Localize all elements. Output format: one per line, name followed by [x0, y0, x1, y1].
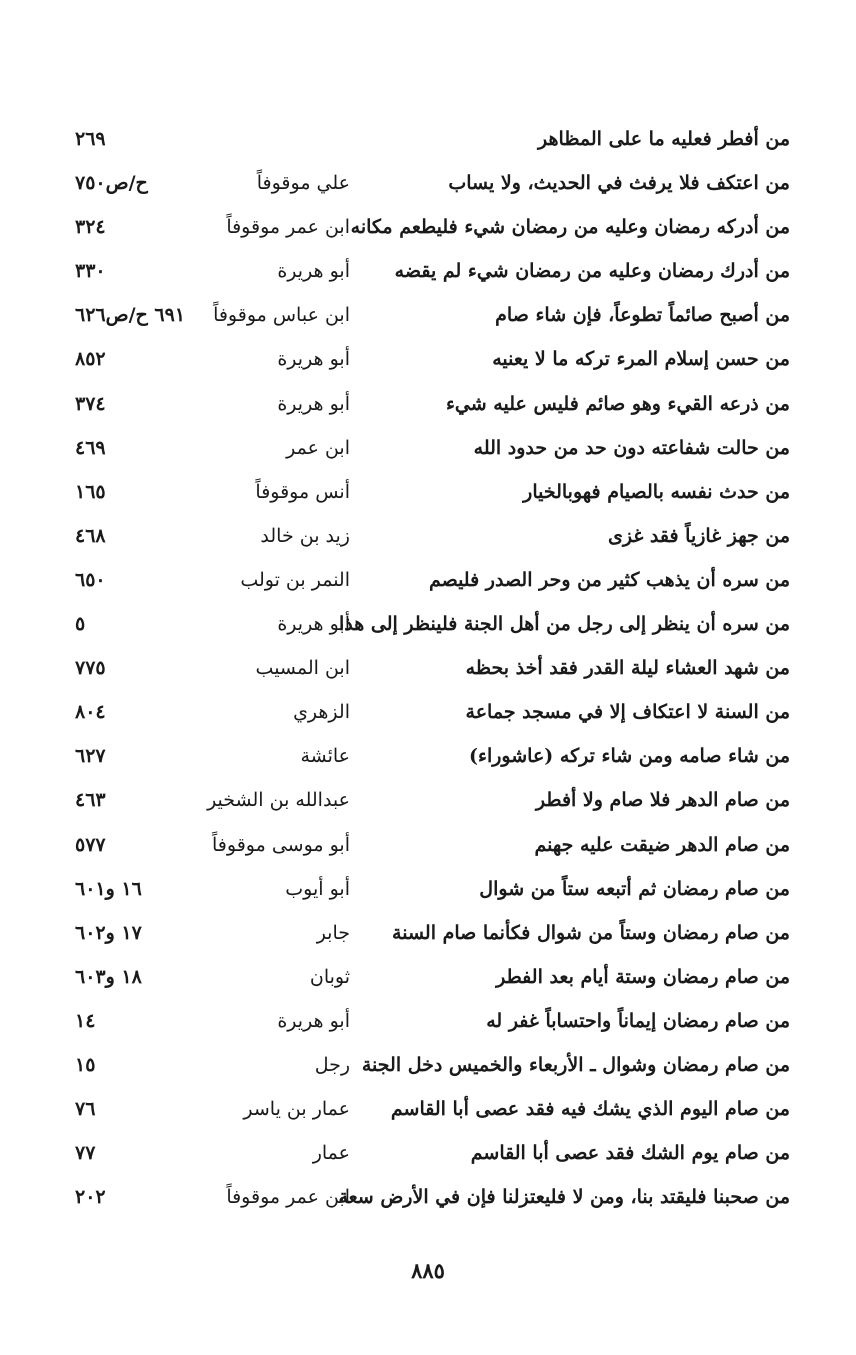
index-entry — [60, 914, 790, 958]
reference-number: ٨٥٢ — [75, 348, 106, 371]
narrator: ابن عباس موقوفاً — [213, 304, 350, 327]
narrator: أبو موسى موقوفاً — [212, 833, 350, 856]
index-entry — [60, 781, 790, 825]
narrator: ابن عمر موقوفاً — [226, 216, 350, 239]
index-entry — [60, 517, 790, 561]
reference-number: ٢٠٢ — [75, 1186, 106, 1209]
reference-number: ١٦ و٦٠١ — [75, 877, 142, 900]
hadith-text: من صام رمضان وشوال ـ الأربعاء والخميس دخل الجنة — [361, 1053, 790, 1076]
index-entry — [60, 120, 790, 164]
index-entry — [60, 1134, 790, 1178]
narrator: أبو هريرة — [277, 260, 350, 283]
hadith-text: من صام رمضان ثم أتبعه ستاً من شوال — [479, 877, 790, 900]
index-entry — [60, 870, 790, 914]
index-entry — [60, 826, 790, 870]
index-entry — [60, 561, 790, 605]
hadith-text: من صام رمضان وستة أيام بعد الفطر — [496, 965, 790, 988]
reference-number: ٧٧ — [75, 1142, 96, 1165]
index-entry — [60, 473, 790, 517]
reference-number: ٧٧٥ — [75, 657, 106, 680]
reference-number: ٦٢٧ — [75, 745, 106, 768]
reference-number: ١٤ — [75, 1009, 96, 1032]
hadith-text: من حدث نفسه بالصيام فهوبالخيار — [523, 480, 790, 503]
narrator: أبو هريرة — [277, 392, 350, 415]
reference-number: ٣٣٠ — [75, 260, 106, 283]
reference-number: ٢٦٩ — [75, 128, 106, 150]
narrator: ابن عمر — [286, 436, 350, 459]
narrator: أنس موقوفاً — [255, 480, 350, 503]
index-entry — [60, 340, 790, 384]
index-entry — [60, 1046, 790, 1090]
reference-number: ٦٩١ ح/ص٦٢٦ — [75, 304, 186, 327]
hadith-text: من صام يوم الشك فقد عصى أبا القاسم — [470, 1142, 790, 1165]
index-entry — [60, 164, 790, 208]
narrator: ابن عمر موقوفاً — [226, 1186, 350, 1209]
reference-number: ٦٥٠ — [75, 568, 106, 591]
hadith-text: من صام الدهر ضيقت عليه جهنم — [534, 833, 790, 856]
hadith-text: من حسن إسلام المرء تركه ما لا يعنيه — [492, 348, 790, 371]
narrator: عمار — [312, 1142, 350, 1165]
hadith-text: من أدرك رمضان وعليه من رمضان شيء لم يقضه — [394, 260, 790, 283]
index-entry — [60, 958, 790, 1002]
hadith-text: من صحبنا فليقتد بنا، ومن لا فليعتزلنا فإن في الأرض سعة — [338, 1186, 790, 1209]
narrator: زيد بن خالد — [260, 524, 350, 547]
narrator: علي موقوفاً — [256, 172, 350, 195]
narrator: عمار بن ياسر — [243, 1098, 350, 1121]
narrator: ثوبان — [309, 965, 350, 988]
index-entry — [60, 737, 790, 781]
narrator: النمر بن تولب — [240, 568, 350, 591]
narrator: ابن المسيب — [255, 657, 350, 680]
narrator: أبو أيوب — [285, 877, 350, 900]
reference-number: ٤٦٨ — [75, 524, 106, 547]
reference-number: ٥٧٧ — [75, 833, 106, 856]
narrator: عبدالله بن الشخير — [207, 789, 350, 812]
hadith-text: من صام رمضان إيماناً واحتساباً غفر له — [486, 1009, 790, 1032]
narrator: رجل — [314, 1053, 350, 1076]
reference-number: ١٥ — [75, 1053, 96, 1076]
narrator: أبو هريرة — [277, 1009, 350, 1032]
reference-number: ح/ص٧٥٠ — [75, 172, 148, 195]
reference-number: ٨٠٤ — [75, 701, 106, 724]
reference-number: ٧٦ — [75, 1098, 96, 1121]
hadith-text: من شاء صامه ومن شاء تركه (عاشوراء) — [469, 745, 790, 768]
reference-number: ١٦٥ — [75, 480, 106, 503]
reference-number: ١٨ و٦٠٣ — [75, 965, 142, 988]
narrator: عائشة — [300, 745, 350, 768]
hadith-text: من سره أن ينظر إلى رجل من أهل الجنة فلينظر إلى هذا — [339, 613, 790, 636]
index-entry — [60, 605, 790, 649]
hadith-text: من جهز غازياً فقد غزى — [607, 524, 790, 547]
narrator: أبو هريرة — [277, 613, 350, 636]
reference-number: ٤٦٩ — [75, 436, 106, 459]
hadith-text: من السنة لا اعتكاف إلا في مسجد جماعة — [465, 701, 790, 724]
reference-number: ٣٢٤ — [75, 216, 106, 239]
index-entry — [60, 296, 790, 340]
narrator: أبو هريرة — [277, 348, 350, 371]
hadith-text: من اعتكف فلا يرفث في الحديث، ولا يساب — [448, 172, 790, 195]
reference-number: ١٧ و٦٠٢ — [75, 921, 142, 944]
index-entry — [60, 252, 790, 296]
reference-number: ٥ — [75, 613, 86, 636]
index-entry — [60, 385, 790, 429]
hadith-text: من ذرعه القيء وهو صائم فليس عليه شيء — [446, 392, 790, 415]
hadith-text: من صام رمضان وستاً من شوال فكأنما صام السنة — [392, 921, 790, 944]
index-entry — [60, 649, 790, 693]
index-entry — [60, 1090, 790, 1134]
index-entry — [60, 429, 790, 473]
hadith-text: من أصبح صائماً تطوعاً، فإن شاء صام — [495, 304, 790, 327]
hadith-index-list — [60, 120, 790, 1222]
reference-number: ٤٦٣ — [75, 789, 106, 812]
hadith-text: من صام اليوم الذي يشك فيه فقد عصى أبا القاسم — [390, 1098, 790, 1121]
index-entry — [60, 1178, 790, 1222]
narrator: جابر — [316, 921, 350, 944]
index-entry — [60, 208, 790, 252]
hadith-text: من حالت شفاعته دون حد من حدود الله — [473, 436, 790, 459]
hadith-text: من أفطر فعليه ما على المظاهر — [538, 128, 790, 150]
narrator: الزهري — [293, 701, 350, 724]
hadith-text: من شهد العشاء ليلة القدر فقد أخذ بحظه — [465, 657, 790, 680]
index-entry — [60, 693, 790, 737]
hadith-text: من سره أن يذهب كثير من وحر الصدر فليصم — [428, 568, 790, 591]
page-number: ٨٨٥ — [411, 1258, 445, 1283]
reference-number: ٣٧٤ — [75, 392, 106, 415]
hadith-text: من أدركه رمضان وعليه من رمضان شيء فليطعم مكانه — [350, 216, 790, 239]
hadith-text: من صام الدهر فلا صام ولا أفطر — [535, 789, 790, 812]
index-entry — [60, 1002, 790, 1046]
